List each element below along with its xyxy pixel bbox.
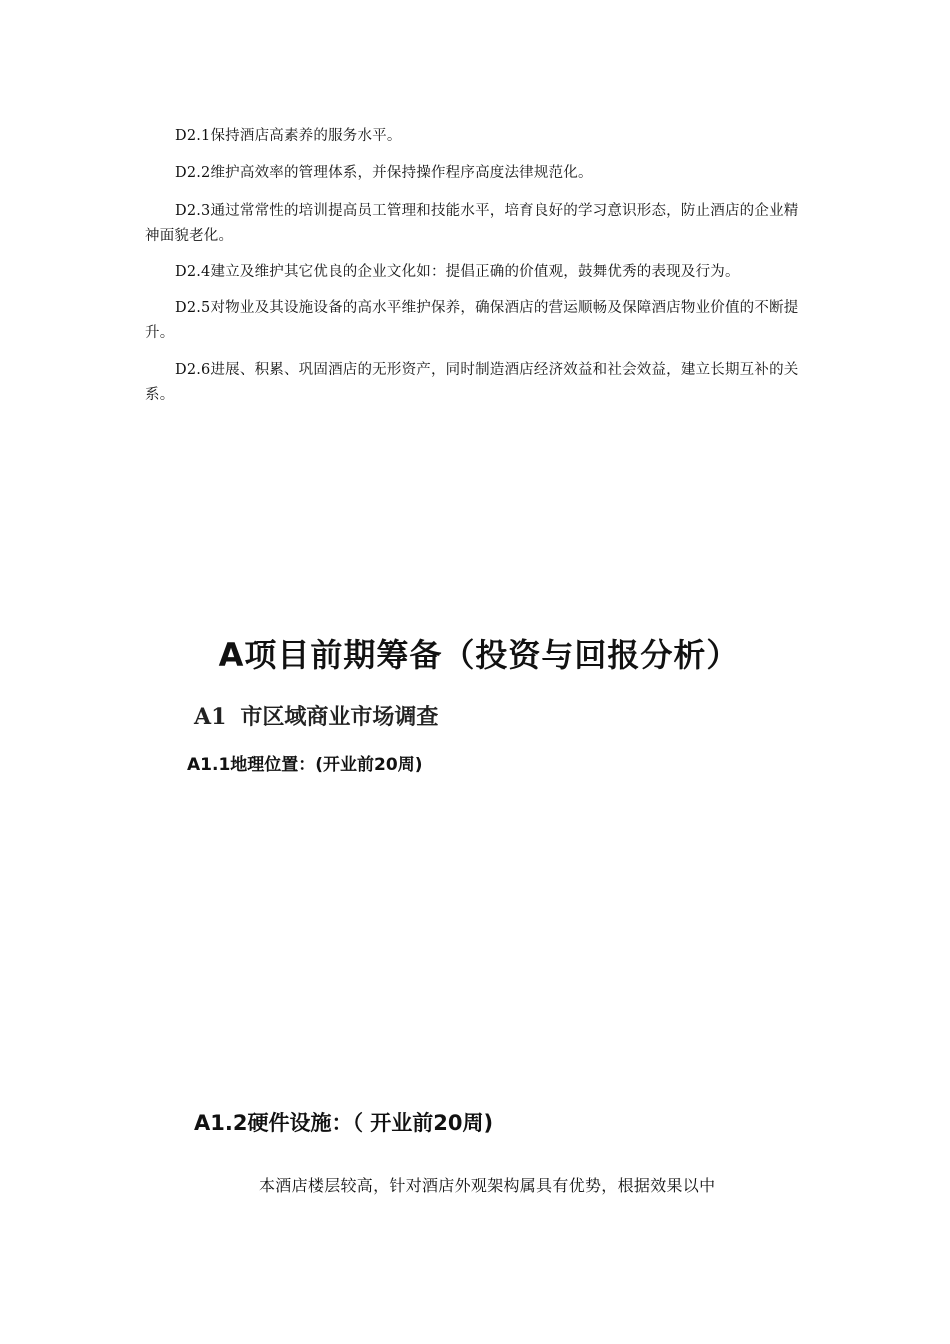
paragraph-d2-5: D2.5对物业及其设施设备的高水平维护保养，确保酒店的营运顺畅及保障酒店物业价值的不断提升。 [145,300,799,341]
section-a1-2-heading: A1.2硬件设施：（ 开业前20周) [194,1111,494,1135]
paragraph-d2-2: D2.2维护高效率的管理体系，并保持操作程序高度法律规范化。 [175,165,593,181]
section-a1-1-heading: A1.1地理位置：(开业前20周) [187,755,423,775]
section-a1-title: 市区域商业市场调查 [240,704,439,730]
paragraph-d2-4: D2.4建立及维护其它优良的企业文化如：提倡正确的价值观，鼓舞优秀的表现及行为。 [175,264,740,280]
body-paragraph: 本酒店楼层较高，针对酒店外观架构属具有优势，根据效果以中 [259,1176,716,1195]
main-title: A项目前期筹备（投资与回报分析） [218,636,740,674]
section-a1-number: A1 [194,704,227,730]
paragraph-d2-3: D2.3通过常常性的培训提高员工管理和技能水平，培育良好的学习意识形态，防止酒店的企业精神面貌老化。 [145,203,799,244]
paragraph-d2-1: D2.1保持酒店高素养的服务水平。 [175,128,402,144]
section-a1-heading [194,701,438,733]
paragraph-d2-6: D2.6进展、积累、巩固酒店的无形资产，同时制造酒店经济效益和社会效益，建立长期互补的关系。 [145,362,799,403]
